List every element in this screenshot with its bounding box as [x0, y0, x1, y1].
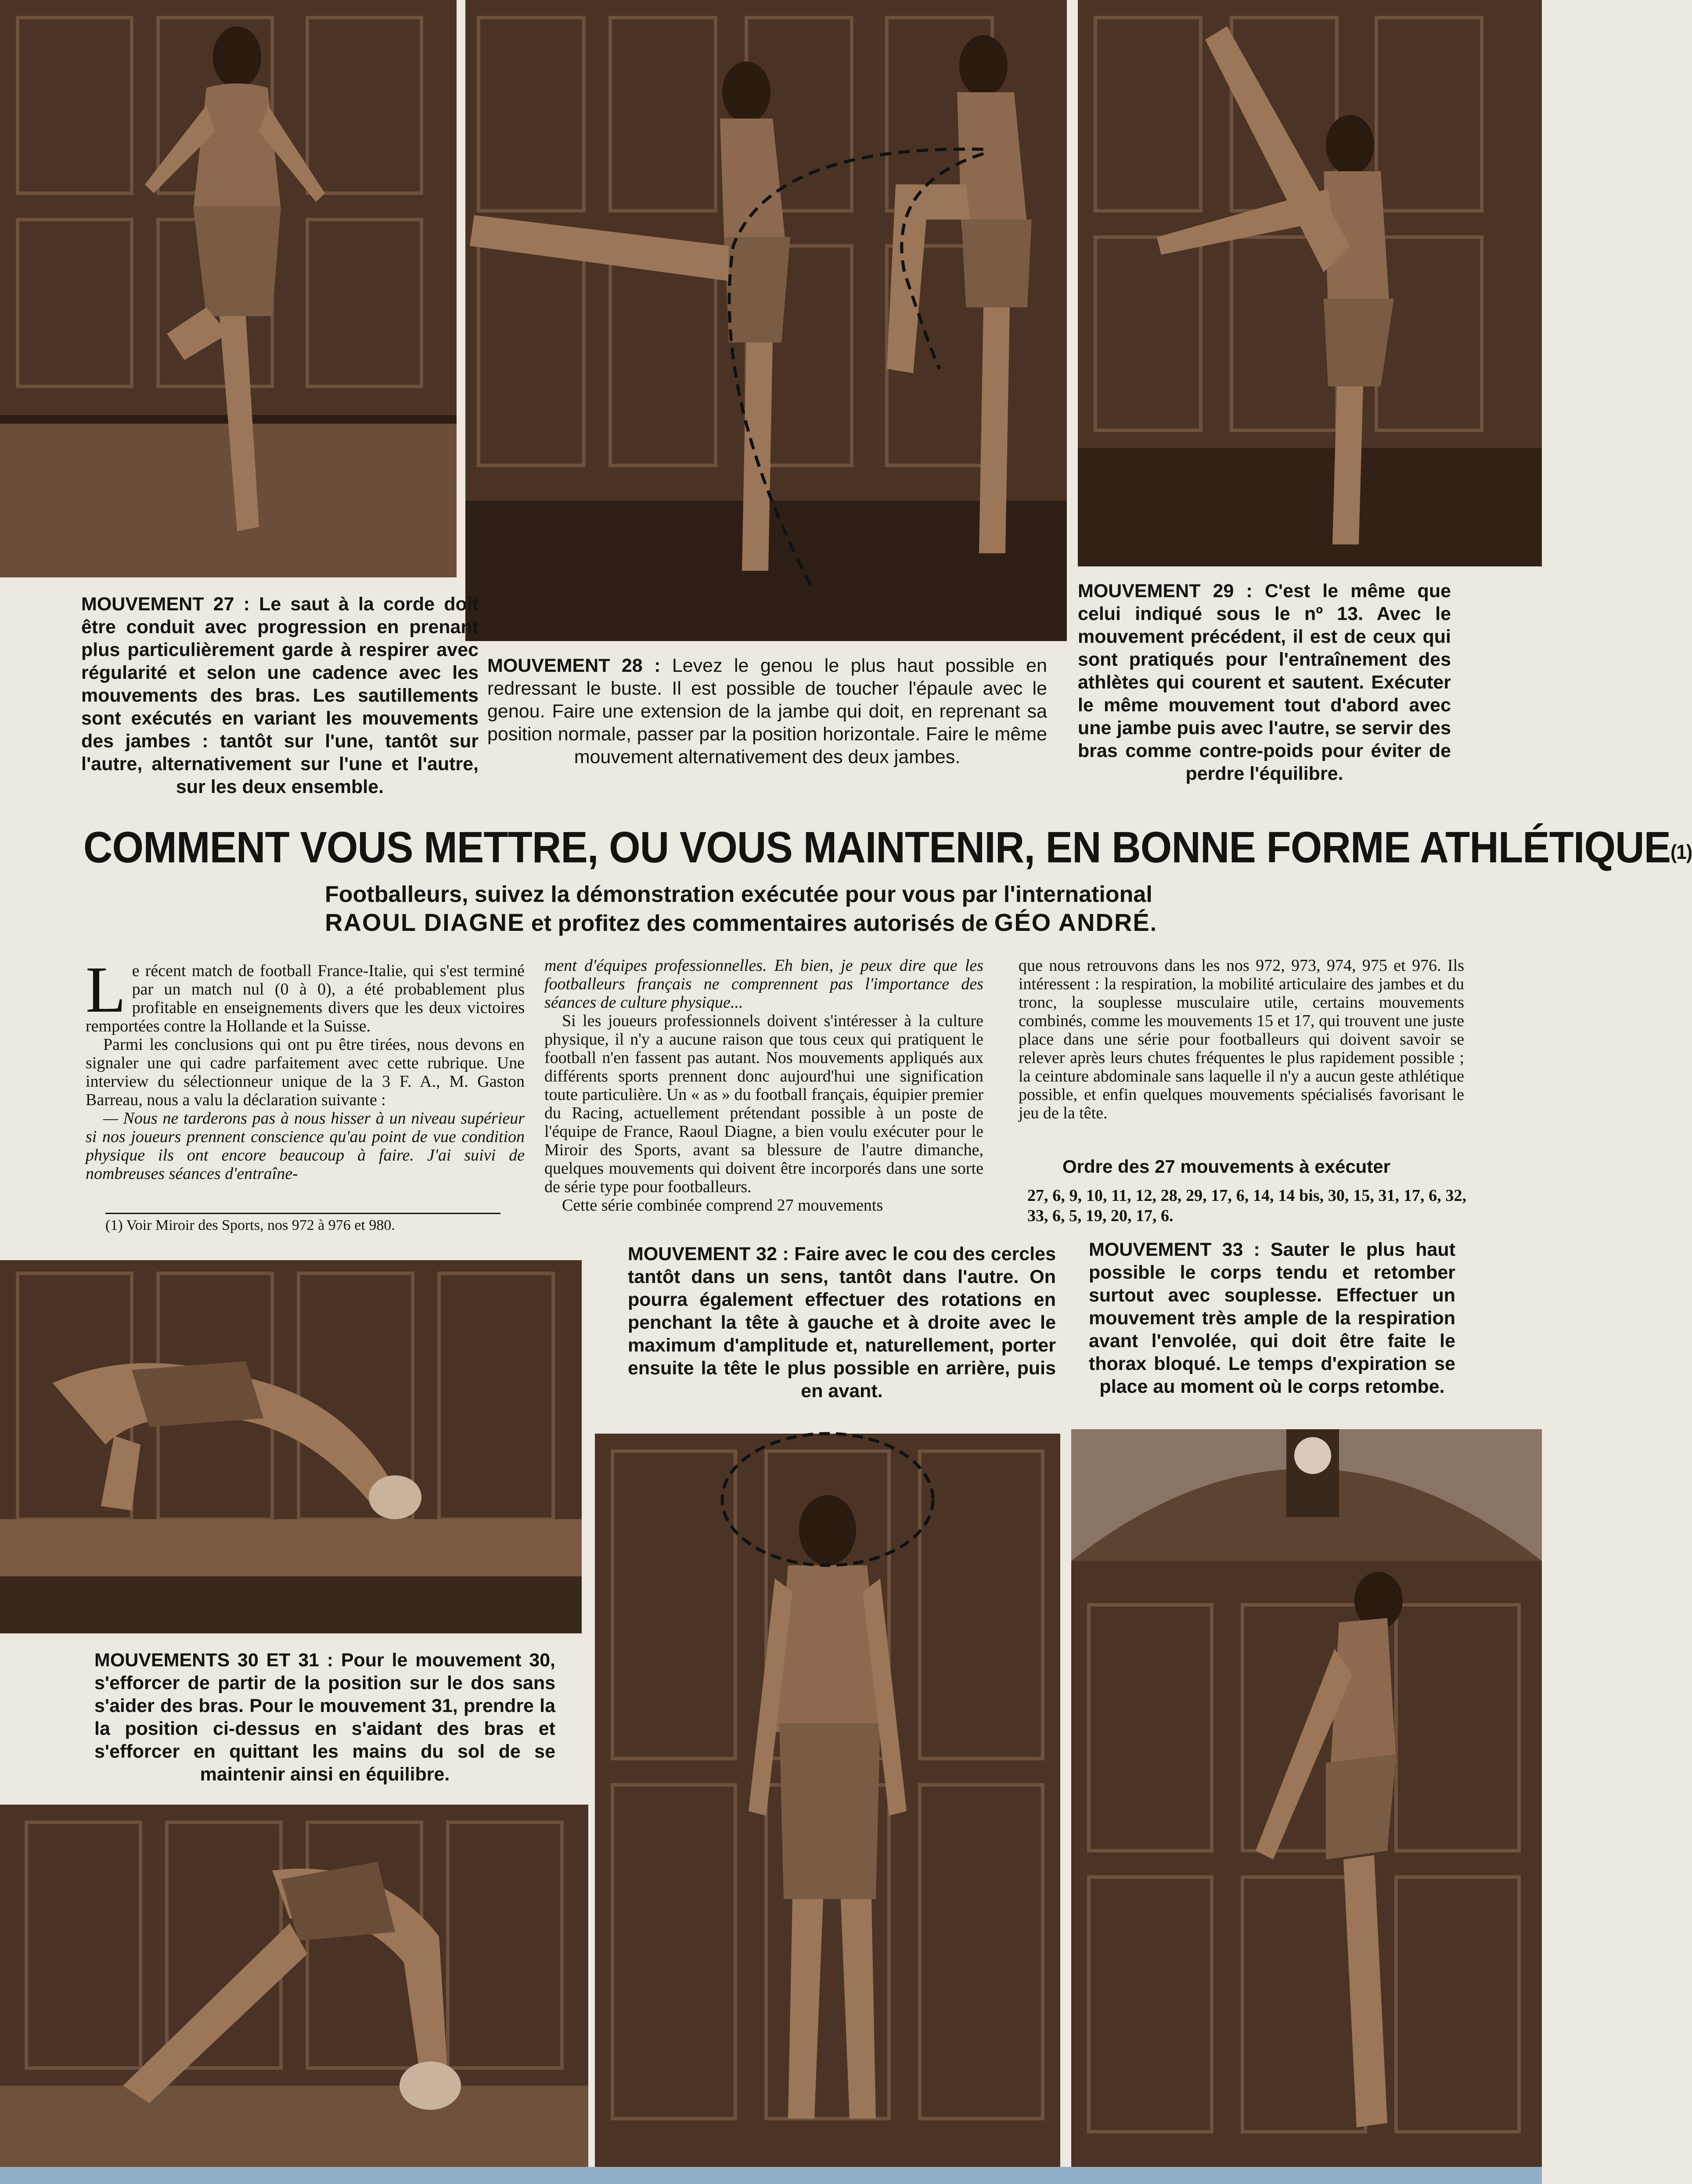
photo-mouvement-30	[0, 1260, 582, 1633]
caption-text: Sauter le plus haut possible le corps tendu et retomber surtout avec souplesse. Effectuer un mouvement très ample de la respiration avant l'envolée, qui doit être faite le thorax bloqué. Le temps d'expiration se place au moment où le corps retombe.	[1089, 1239, 1456, 1397]
deck-line1: Footballeurs, suivez la démonstration exécutée pour vous par l'international	[325, 882, 1152, 907]
photo-mouvement-32	[595, 1434, 1060, 2167]
deck-name2: GÉO ANDRÉ	[994, 908, 1150, 936]
deck-line2	[325, 908, 1291, 937]
caption-mouvement-29	[1078, 580, 1451, 785]
footnote: (1) Voir Miroir des Sports, nos 972 à 976 et 980.	[105, 1213, 500, 1234]
article-paragraph: Si les joueurs professionnels doivent s'intéresser à la culture physique, il n'y a aucune raison que tous ceux qui pratiquent le football n'en fassent pas autant. Nos mouvements appliqués aux différents sports prennent donc aujourd'hui une signification toute particulière. Un « as » du football français, équipier premier du Racing, actuellement prétendant possible à un poste de l'équipe de France, Raoul Diagne, a bien voulu exécuter pour le Miroir des Sports, avant sa blessure de l'autre dimanche, quelques mouvements qui doivent être incorporés dans une sorte de série type pour footballeurs.	[544, 1012, 983, 1196]
photo-mouvement-27	[0, 0, 457, 577]
deck	[325, 880, 1291, 937]
caption-lead: MOUVEMENTS 30 ET 31 :	[94, 1650, 334, 1671]
order-title: Ordre des 27 mouvements à exécuter	[1062, 1156, 1391, 1177]
caption-lead: MOUVEMENT 32 :	[628, 1243, 789, 1265]
bottom-edge-strip	[0, 2167, 1542, 2184]
caption-text: Faire avec le cou des cercles tantôt dans un sens, tantôt dans l'autre. On pourra également effectuer des rotations en penchant la tête à gauche et à droite avec le maximum d'amplitude et, naturellement, porter ensuite la tête le plus possible en arrière, puis en avant.	[628, 1243, 1056, 1402]
article-quote: ment d'équipes professionnelles. Eh bien, je peux dire que les footballeurs français ne comprennent pas l'importance des séances de culture physique...	[544, 956, 983, 1012]
article-paragraph: Parmi les conclusions qui ont pu être tirées, nous devons en signaler une qui cadre parfaitement avec cette rubrique. Une interview du sélectionneur unique de la 3 F. A., M. Gaston Barreau, nous a valu la déclaration suivante :	[86, 1035, 525, 1109]
caption-mouvement-33	[1089, 1238, 1455, 1398]
caption-text: Le saut à la corde doit être conduit avec progression en prenant plus particulièrement garde à respirer avec régularité et selon une cadence avec les mouvements des bras. Les sautillements sont exécutés en variant les mouvements des jambes : tantôt sur l'une, tantôt sur l'autre, alternativement sur l'une et l'autre, sur les deux ensemble.	[81, 594, 479, 797]
article-quote: — Nous ne tarderons pas à nous hisser à un niveau supérieur si nos joueurs prennent conscience qu'au point de vue condition physique ils ont encore beaucoup à faire. J'ai suivi de nombreuses séances d'entraîne-	[86, 1109, 525, 1183]
article-dropcap: L	[86, 953, 126, 1026]
caption-mouvement-32	[628, 1243, 1056, 1402]
headline	[83, 821, 1692, 874]
photo-mouvement-31	[0, 1805, 588, 2167]
headline-note-mark: (1)	[1670, 840, 1692, 863]
article-column-2	[544, 956, 983, 1215]
article-paragraph: Le récent match de football France-Italie, qui s'est terminé par un match nul (0 à 0), a été probablement plus profitable en enseignements divers que les deux victoires remportées contre la Hollande et la Suisse.	[86, 953, 525, 1035]
deck-name1: RAOUL DIAGNE	[325, 908, 525, 936]
caption-mouvement-27	[81, 593, 479, 798]
caption-text: Pour le mouvement 30, s'efforcer de partir de la position sur le dos sans s'aider des bras. Pour le mouvement 31, prendre la la position ci-dessus en s'aidant des bras et s'efforcer en quittant les mains du sol de se maintenir ainsi en équilibre.	[94, 1650, 555, 1785]
caption-lead: MOUVEMENT 33 :	[1089, 1239, 1260, 1260]
caption-lead: MOUVEMENT 27 :	[81, 594, 250, 615]
caption-text: Levez le genou le plus haut possible en redressant le buste. Il est possible de toucher l'épaule avec le genou. Faire une extension de la jambe qui doit, en reprenant sa position normale, passer par la position horizontale. Faire le même mouvement alternativement des deux jambes.	[487, 655, 1047, 768]
deck-end: .	[1150, 911, 1157, 936]
headline-title: COMMENT VOUS METTRE, OU VOUS MAINTENIR, EN BONNE FORME ATHLÉTIQUE	[83, 823, 1671, 872]
caption-mouvement-28	[487, 654, 1047, 768]
caption-mouvements-30-31	[94, 1649, 555, 1786]
caption-lead: MOUVEMENT 28 :	[487, 655, 661, 676]
article-paragraph: que nous retrouvons dans les nos 972, 973, 974, 975 et 976. Ils intéressent : la respiration, la mobilité articulaire des jambes et du tronc, la souplesse musculaire utile, certains mouvements combinés, comme les mouvements 15 et 17, qui trouvent une juste place dans une série pour footballeurs qui doivent savoir se relever après leurs chutes fréquentes le plus rapidement possible ; la ceinture abdominale sans laquelle il n'y a aucun geste athlétique possible, et enfin quelques mouvements spécialisés favorisant le jeu de la tête.	[1019, 956, 1464, 1122]
photo-mouvement-28	[465, 0, 1067, 641]
deck-mid: et profitez des commentaires autorisés de	[525, 911, 994, 936]
article-column-1	[86, 953, 525, 1183]
order-list: 27, 6, 9, 10, 11, 12, 28, 29, 17, 6, 14, 14 bis, 30, 15, 31, 17, 6, 32, 33, 6, 5, 19, 20, 17, 6.	[1027, 1186, 1466, 1225]
photo-mouvement-29	[1078, 0, 1542, 566]
article-column-3	[1019, 956, 1464, 1122]
caption-lead: MOUVEMENT 29 :	[1078, 580, 1253, 602]
caption-text: C'est le même que celui indiqué sous le nº 13. Avec le mouvement précédent, il est de ceux qui sont pratiqués pour l'entraînement des athlètes qui courent et sautent. Exécuter le même mouvement tout d'abord avec une jambe puis avec l'autre, se servir des bras comme contre-poids pour éviter de perdre l'équilibre.	[1078, 580, 1451, 784]
photo-mouvement-33	[1071, 1429, 1542, 2167]
article-paragraph: Cette série combinée comprend 27 mouvements	[562, 1196, 883, 1215]
